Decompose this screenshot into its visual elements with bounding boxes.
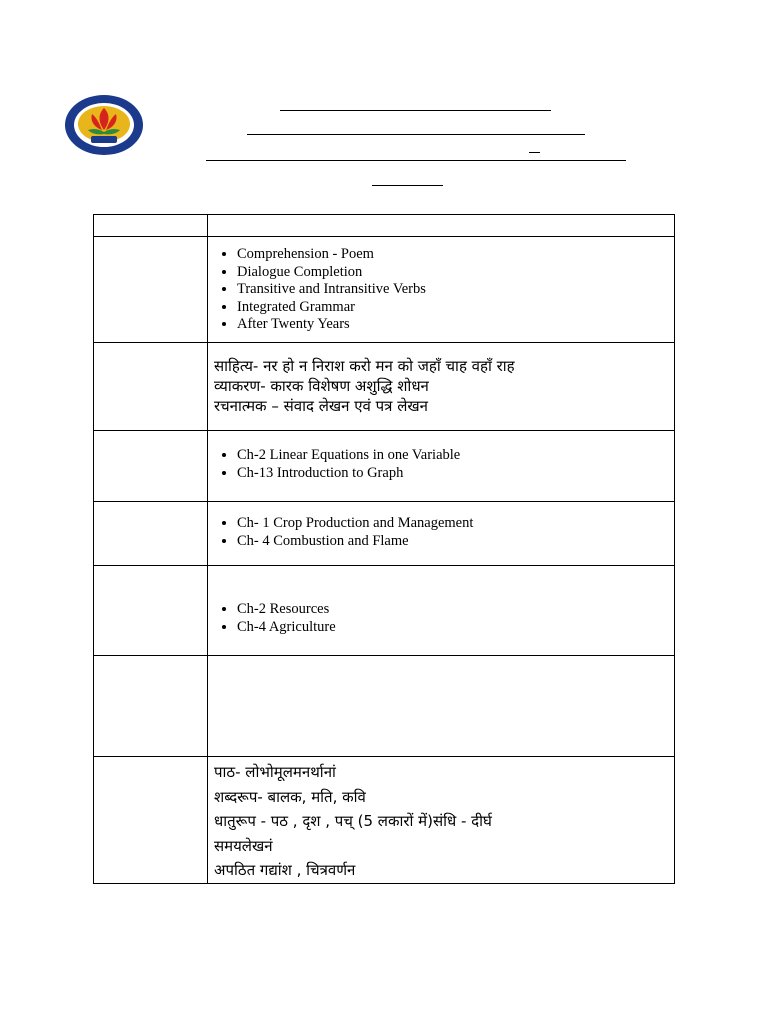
content-cell	[208, 502, 675, 566]
header-line-1	[280, 110, 551, 111]
subject-cell	[94, 343, 208, 431]
list-item: • Ch-2 Resources	[237, 601, 674, 619]
header-dash	[529, 152, 540, 153]
list-item: • Ch-2 Linear Equations in one Variable	[237, 447, 674, 465]
list-item: • After Twenty Years	[237, 316, 674, 334]
text-line: पाठ- लोभोमूलमनर्थानां	[214, 763, 336, 781]
content-cell	[208, 566, 675, 656]
table-row	[94, 757, 675, 884]
list-item: • Integrated Grammar	[237, 299, 674, 317]
subject-cell	[94, 757, 208, 884]
topic-list	[208, 601, 674, 636]
content-cell	[208, 656, 675, 757]
header-line-2	[247, 134, 585, 135]
list-item: • Ch-13 Introduction to Graph	[237, 465, 674, 483]
topic-list	[208, 447, 674, 482]
subject-cell	[94, 656, 208, 757]
table-row	[94, 343, 675, 431]
subject-cell	[94, 566, 208, 656]
list-item: • Comprehension - Poem	[237, 246, 674, 264]
topic-list	[208, 515, 674, 550]
table-row	[94, 431, 675, 502]
header-line-4	[372, 185, 443, 186]
content-cell	[208, 343, 675, 431]
list-item: • Ch- 4 Combustion and Flame	[237, 533, 674, 551]
text-line: धातुरूप - पठ , दृश , पच् (5 लकारों में)संधि - दीर्घ	[214, 812, 492, 830]
content-cell	[208, 237, 675, 343]
header-line-3	[206, 160, 626, 161]
topic-list	[208, 246, 674, 334]
text-line: रचनात्मक – संवाद लेखन एवं पत्र लेखन	[214, 397, 428, 415]
subject-cell	[94, 431, 208, 502]
subject-cell	[94, 215, 208, 237]
content-cell	[208, 431, 675, 502]
list-item: • Transitive and Intransitive Verbs	[237, 281, 674, 299]
subject-cell	[94, 237, 208, 343]
table-row	[94, 237, 675, 343]
list-item: • Ch- 1 Crop Production and Management	[237, 515, 674, 533]
text-line: साहित्य- नर हो न निराश करो मन को जहाँ चाह वहाँ राह	[214, 357, 515, 375]
content-cell	[208, 215, 675, 237]
list-item: • Ch-4 Agriculture	[237, 619, 674, 637]
table-row	[94, 502, 675, 566]
table-row	[94, 566, 675, 656]
text-line: अपठित गद्यांश , चित्रवर्णन	[214, 861, 356, 879]
subject-cell	[94, 502, 208, 566]
text-line: शब्दरूप- बालक, मति, कवि	[214, 787, 366, 806]
content-cell	[208, 757, 675, 884]
table-row	[94, 656, 675, 757]
school-logo	[64, 94, 144, 156]
text-line: समयलेखनं	[214, 836, 273, 855]
syllabus-table	[93, 214, 675, 884]
table-row	[94, 215, 675, 237]
text-line: व्याकरण- कारक विशेषण अशुद्धि शोधन	[214, 377, 429, 395]
list-item: • Dialogue Completion	[237, 264, 674, 282]
